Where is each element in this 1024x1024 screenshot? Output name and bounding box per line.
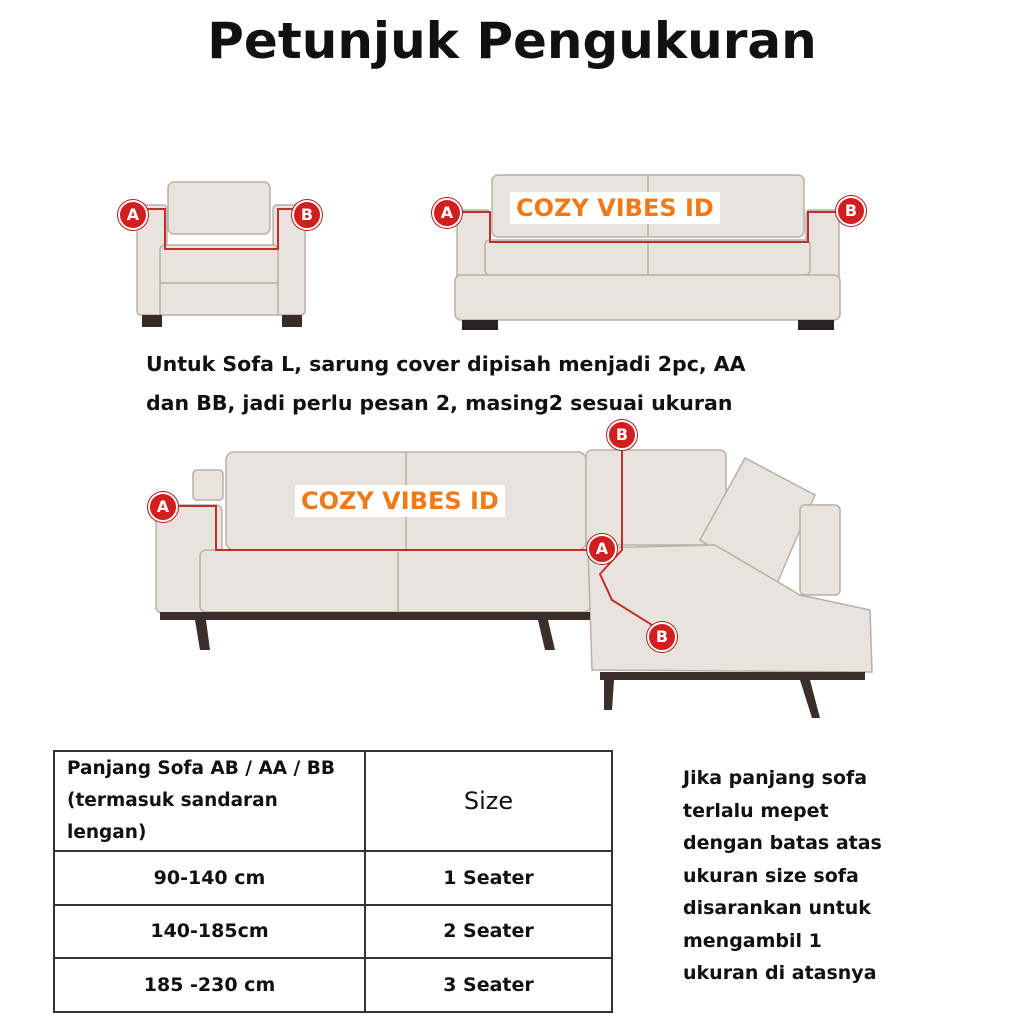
table-row — [54, 958, 612, 1012]
marker-a-sofa: A — [432, 198, 462, 228]
size-table — [53, 750, 613, 1013]
note-line: ukuran size sofa — [683, 864, 859, 887]
table-row — [54, 905, 612, 959]
length-cell: 90-140 cm — [54, 851, 365, 905]
header-line: Panjang Sofa AB / AA / BB — [67, 758, 335, 779]
brand-watermark: COZY VIBES ID — [510, 192, 720, 224]
note-line: disarankan untuk — [683, 897, 871, 919]
instruction-line: Untuk Sofa L, sarung cover dipisah menjadi 2pc, AA — [146, 352, 746, 376]
table-header — [54, 751, 612, 851]
armchair-image — [137, 182, 305, 327]
marker-b-lsofa-bottom: B — [647, 622, 677, 652]
page-title: Petunjuk Pengukuran — [207, 12, 817, 70]
marker-a-armchair: A — [118, 200, 148, 230]
size-header: Size — [365, 751, 612, 851]
note-line: Jika panjang sofa — [683, 767, 868, 789]
note-line: mengambil 1 — [683, 929, 822, 952]
note-line: terlalu mepet — [683, 799, 829, 822]
l-shaped-sofa-image — [156, 440, 872, 718]
length-header — [54, 751, 365, 851]
size-cell: 3 Seater — [365, 958, 612, 1012]
note-line: ukuran di atasnya — [683, 962, 877, 984]
length-cell: 140-185cm — [54, 905, 365, 959]
marker-b-lsofa-top: B — [607, 420, 637, 450]
brand-watermark: COZY VIBES ID — [295, 485, 505, 517]
l-sofa-instruction — [146, 345, 746, 423]
marker-a-lsofa-corner: A — [587, 534, 617, 564]
table-row — [54, 851, 612, 905]
size-cell: 2 Seater — [365, 905, 612, 959]
header-line: (termasuk sandaran lengan) — [67, 790, 278, 843]
marker-b-sofa: B — [836, 196, 866, 226]
length-cell: 185 -230 cm — [54, 958, 365, 1012]
marker-b-armchair: B — [292, 200, 322, 230]
size-cell: 1 Seater — [365, 851, 612, 905]
instruction-line: dan BB, jadi perlu pesan 2, masing2 sesuai ukuran — [146, 391, 733, 415]
size-note — [683, 762, 882, 990]
marker-a-lsofa-left: A — [148, 492, 178, 522]
note-line: dengan batas atas — [683, 832, 882, 854]
